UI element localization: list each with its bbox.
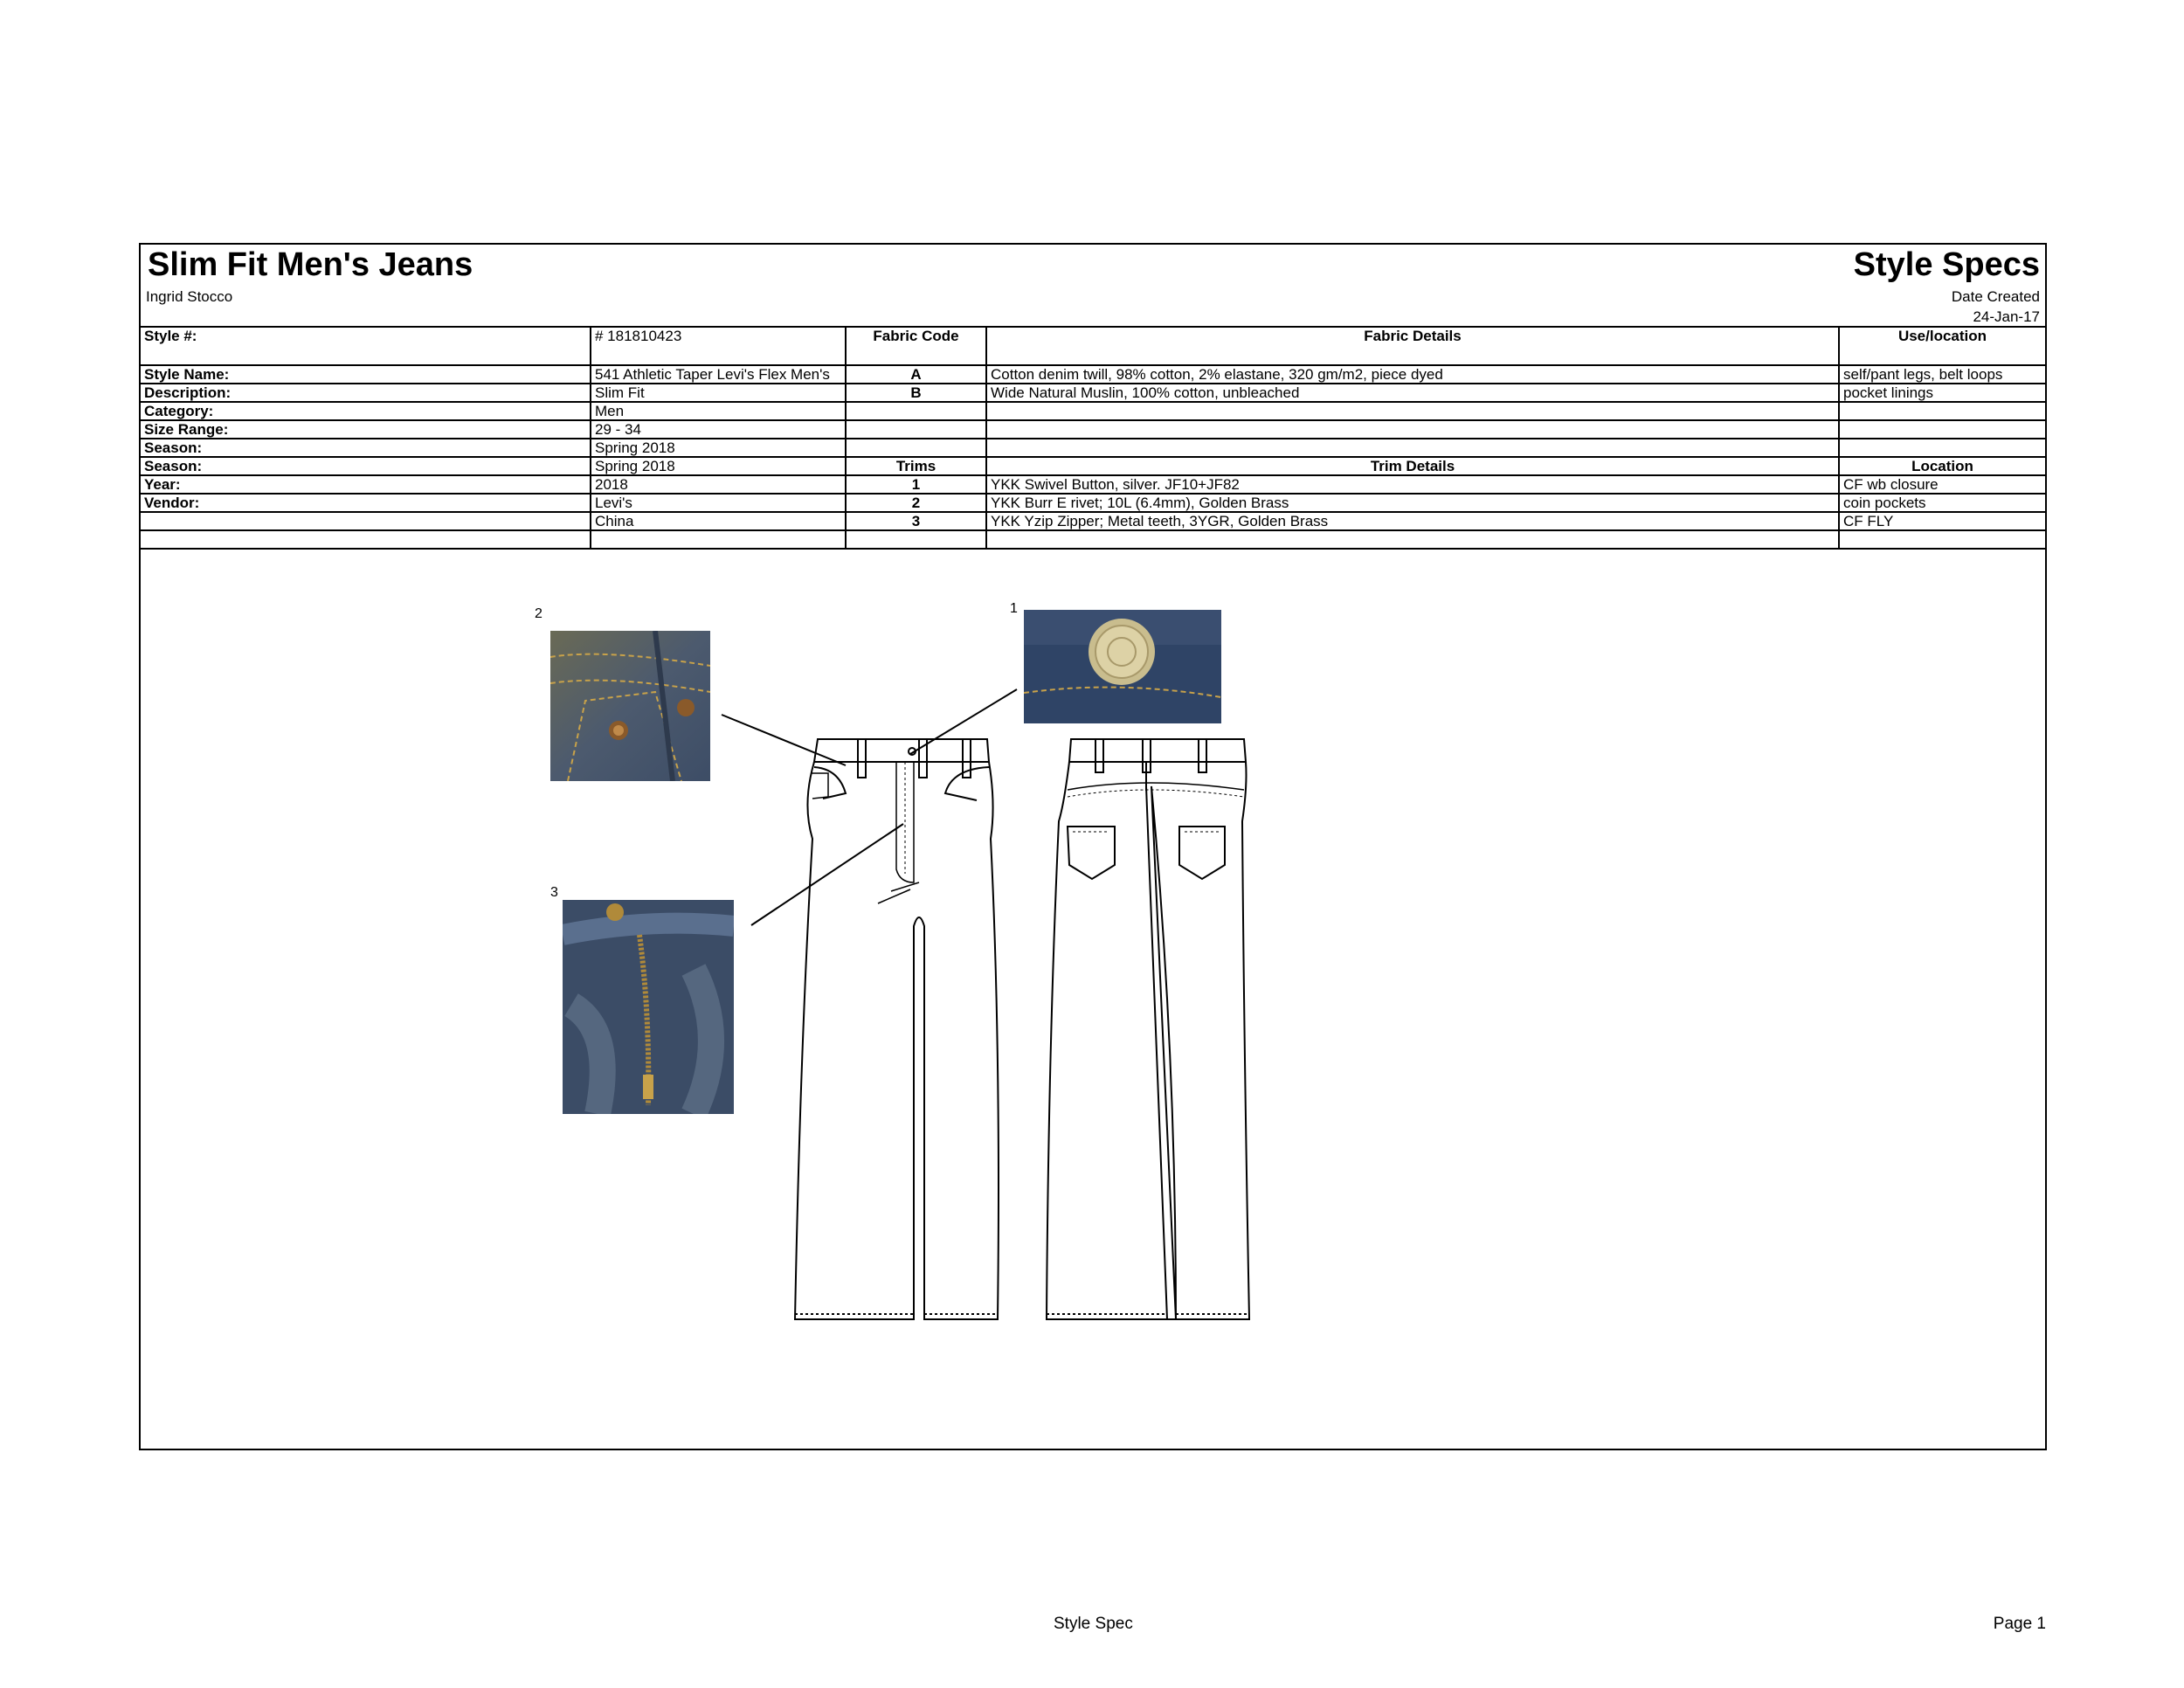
row-details: Cotton denim twill, 98% cotton, 2% elastane, 320 gm/m2, piece dyed xyxy=(986,365,1839,384)
doc-type-title: Style Specs xyxy=(1853,246,2040,283)
table-header-row xyxy=(141,327,2045,365)
row-label xyxy=(141,512,591,530)
use-location-header: Use/location xyxy=(1839,327,2045,365)
row-label: Year: xyxy=(141,475,591,494)
row-value: Levi's xyxy=(591,494,846,512)
row-label xyxy=(141,530,591,549)
table-row xyxy=(141,494,2045,512)
row-code: 2 xyxy=(846,494,986,512)
row-value: 541 Athletic Taper Levi's Flex Men's xyxy=(591,365,846,384)
table-row xyxy=(141,365,2045,384)
row-location: CF wb closure xyxy=(1839,475,2045,494)
table-row xyxy=(141,457,2045,475)
callout-number-1: 1 xyxy=(1010,601,1018,616)
row-value: Slim Fit xyxy=(591,384,846,402)
row-value: 2018 xyxy=(591,475,846,494)
row-code: A xyxy=(846,365,986,384)
row-label: Category: xyxy=(141,402,591,420)
style-number-label: Style #: xyxy=(141,327,591,365)
fabric-details-header: Fabric Details xyxy=(986,327,1839,365)
author-name: Ingrid Stocco xyxy=(146,288,233,305)
row-location: self/pant legs, belt loops xyxy=(1839,365,2045,384)
date-created-label: Date Created xyxy=(1951,288,2040,305)
row-code: B xyxy=(846,384,986,402)
row-value: Spring 2018 xyxy=(591,457,846,475)
fabric-code-header: Fabric Code xyxy=(846,327,986,365)
rivet-photo xyxy=(550,631,710,781)
row-code: 3 xyxy=(846,512,986,530)
row-location xyxy=(1839,439,2045,457)
row-value: 29 - 34 xyxy=(591,420,846,439)
row-label: Season: xyxy=(141,457,591,475)
zipper-photo xyxy=(563,900,734,1114)
row-label: Style Name: xyxy=(141,365,591,384)
row-details: YKK Swivel Button, silver. JF10+JF82 xyxy=(986,475,1839,494)
trims-header: Trims xyxy=(846,457,986,475)
row-location: pocket linings xyxy=(1839,384,2045,402)
row-value: Spring 2018 xyxy=(591,439,846,457)
row-details xyxy=(986,530,1839,549)
row-value: Men xyxy=(591,402,846,420)
row-details: YKK Yzip Zipper; Metal teeth, 3YGR, Golden Brass xyxy=(986,512,1839,530)
row-value: China xyxy=(591,512,846,530)
row-details xyxy=(986,420,1839,439)
row-code xyxy=(846,530,986,549)
table-row xyxy=(141,384,2045,402)
trim-details-header: Trim Details xyxy=(986,457,1839,475)
date-created-value: 24-Jan-17 xyxy=(1973,308,2040,325)
row-details xyxy=(986,439,1839,457)
row-details xyxy=(986,402,1839,420)
style-number-value: # 181810423 xyxy=(591,327,846,365)
row-value xyxy=(591,530,846,549)
button-photo xyxy=(1024,610,1221,723)
page-number: Page 1 xyxy=(1993,1615,2046,1633)
row-location xyxy=(1839,402,2045,420)
row-location xyxy=(1839,530,2045,549)
footer-label: Style Spec xyxy=(1054,1615,1133,1633)
table-row xyxy=(141,475,2045,494)
row-code: 1 xyxy=(846,475,986,494)
row-label: Description: xyxy=(141,384,591,402)
location-header: Location xyxy=(1839,457,2045,475)
row-location: CF FLY xyxy=(1839,512,2045,530)
row-location xyxy=(1839,420,2045,439)
table-row xyxy=(141,530,2045,549)
table-row xyxy=(141,420,2045,439)
row-code xyxy=(846,439,986,457)
spec-table xyxy=(141,326,2045,550)
table-row xyxy=(141,402,2045,420)
table-row xyxy=(141,512,2045,530)
row-label: Size Range: xyxy=(141,420,591,439)
row-label: Season: xyxy=(141,439,591,457)
row-label: Vendor: xyxy=(141,494,591,512)
row-details: Wide Natural Muslin, 100% cotton, unbleached xyxy=(986,384,1839,402)
row-code xyxy=(846,402,986,420)
callout-number-2: 2 xyxy=(535,606,543,621)
page-title: Slim Fit Men's Jeans xyxy=(148,246,473,283)
row-location: coin pockets xyxy=(1839,494,2045,512)
table-row xyxy=(141,439,2045,457)
spec-sheet xyxy=(139,243,2047,1450)
callout-number-3: 3 xyxy=(550,885,558,900)
row-code xyxy=(846,420,986,439)
row-details: YKK Burr E rivet; 10L (6.4mm), Golden Brass xyxy=(986,494,1839,512)
